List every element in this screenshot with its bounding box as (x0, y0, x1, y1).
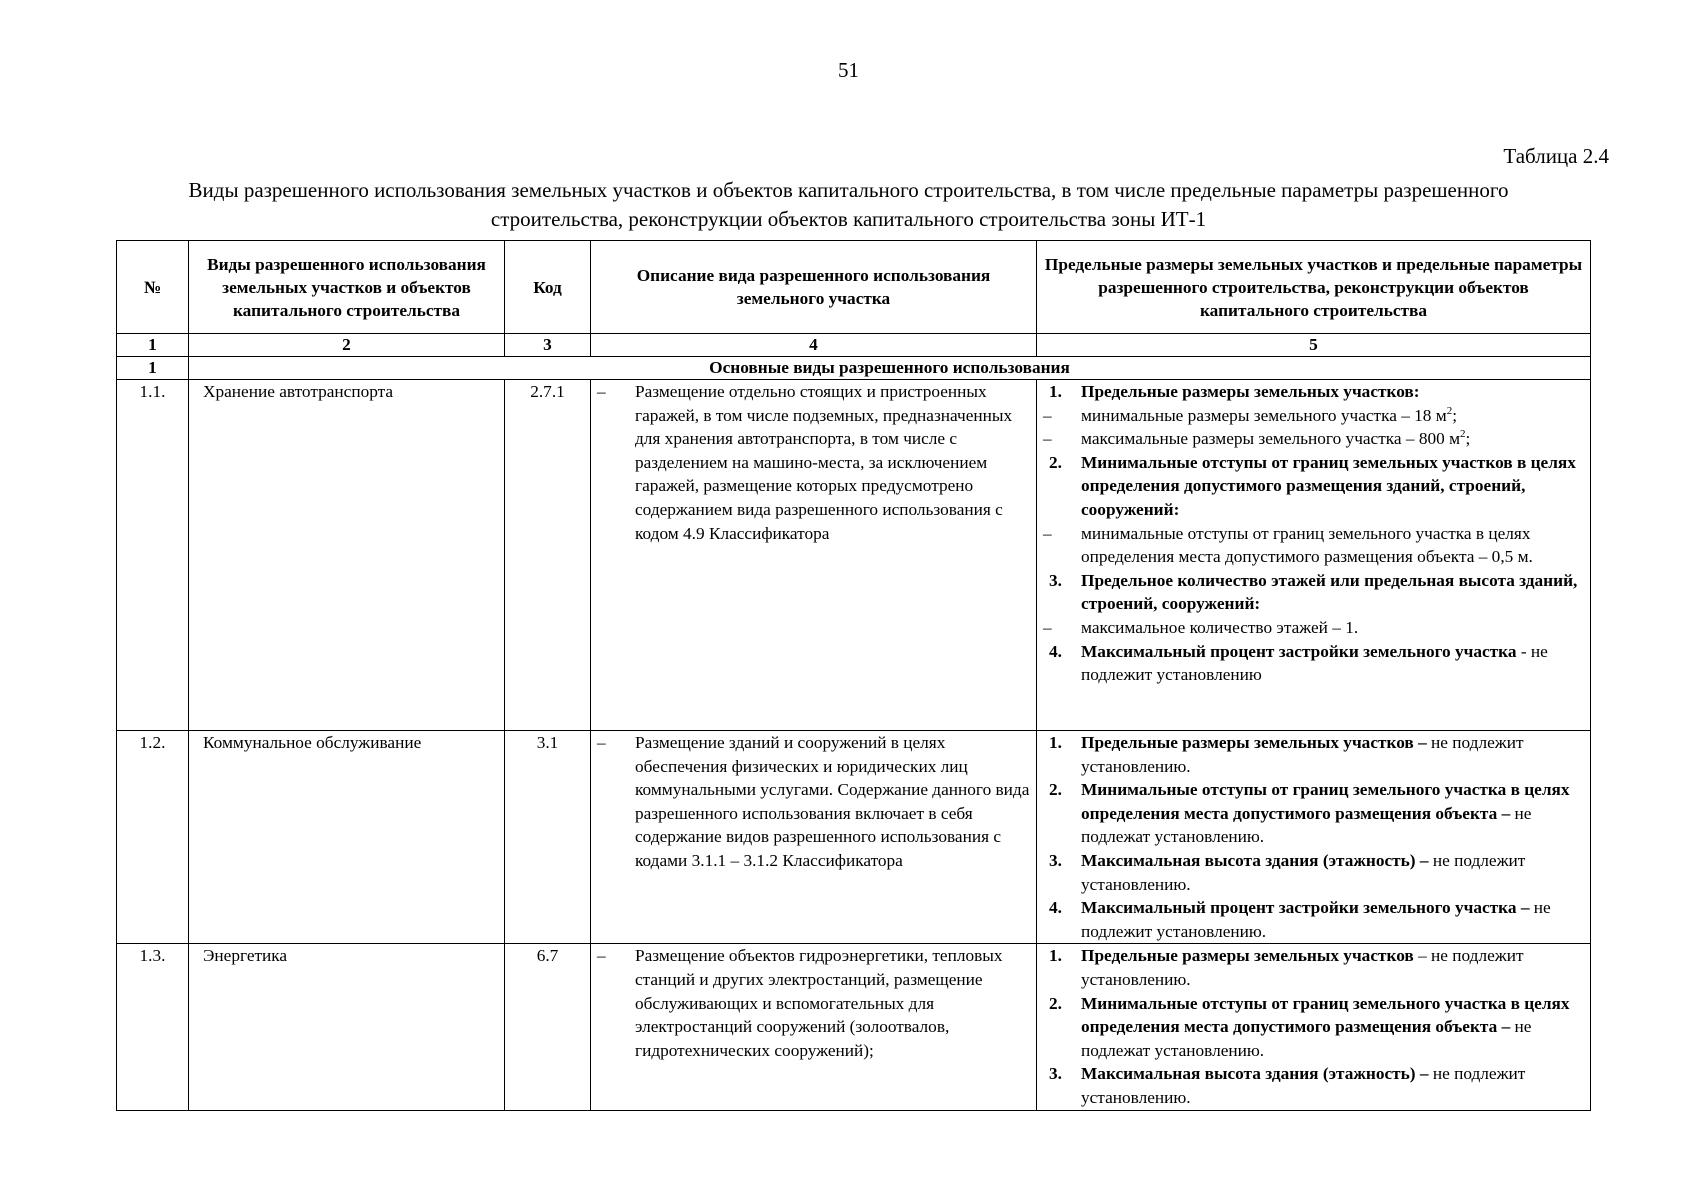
param-item-end: ; (1452, 405, 1458, 425)
page-number: 51 (838, 58, 859, 82)
param-value: не подлежит установлению. (1081, 733, 1524, 776)
superscript: 2 (1460, 428, 1466, 441)
header-usage-type: Виды разрешенного использования земельных участков и объектов капитального строительства (189, 241, 505, 334)
column-number: 3 (505, 334, 591, 357)
param-number: 1. (1049, 382, 1062, 401)
param-value: не подлежит установлению. (1081, 1064, 1526, 1107)
param-number: 4. (1049, 898, 1062, 918)
header-number: № (117, 241, 189, 334)
param-item: максимальное количество этажей – 1. (1081, 617, 1359, 637)
param-heading: Максимальная высота здания (этажность) – (1081, 1064, 1429, 1084)
zoning-table (116, 240, 1591, 1111)
dash-marker: – (597, 946, 606, 966)
param-number: 1. (1049, 946, 1062, 966)
row-code: 2.7.1 (505, 380, 591, 731)
param-value: не подлежат установлению. (1081, 803, 1532, 847)
param-heading: Предельные размеры земельных участков (1081, 946, 1414, 966)
row-usage-name: Энергетика (189, 944, 505, 1110)
row-number: 1.2. (117, 731, 189, 944)
row-usage-name: Хранение автотранспорта (189, 380, 505, 731)
section-number: 1 (117, 357, 189, 380)
dash-marker: – (1043, 617, 1052, 637)
param-number: 3. (1049, 850, 1062, 870)
param-number: 4. (1049, 641, 1062, 661)
dash-marker: – (597, 733, 606, 752)
dash-marker: – (597, 382, 606, 401)
header-code: Код (505, 241, 591, 334)
param-heading: Максимальная высота здания (этажность) – (1081, 850, 1429, 870)
header-description: Описание вида разрешенного использования земельного участка (591, 241, 1037, 334)
param-heading: Минимальные отступы от границ земельных участков в целях определения допустимого размещения зданий, строений, сооружений: (1081, 452, 1576, 519)
row-description (591, 731, 1037, 944)
param-heading: Максимальный процент застройки земельного участка (1081, 641, 1517, 661)
param-number: 1. (1049, 733, 1062, 752)
dash-marker: – (1043, 405, 1052, 425)
row-parameters (1037, 944, 1591, 1110)
table-label: Таблица 2.4 (1503, 144, 1609, 168)
param-item-end: ; (1465, 429, 1471, 449)
param-value: не подлежит установлению. (1081, 898, 1551, 941)
superscript: 2 (1446, 404, 1453, 417)
column-number: 2 (189, 334, 505, 357)
param-heading: Максимальный процент застройки земельного участка – (1081, 898, 1530, 918)
section-title: Основные виды разрешенного использования (189, 357, 1591, 380)
description-text: Размещение отдельно стоящих и пристроенных гаражей, в том числе подземных, предназначенных для хранения автотранспорта, в том числе с разделением на машино-места, за исключением гаражей, размещение которых предусмотрено содержанием вида разрешенного использования с кодом 4.9 Классификатора (635, 382, 1013, 543)
row-usage-name: Коммунальное обслуживание (189, 731, 505, 944)
header-parameters: Предельные размеры земельных участков и предельные параметры разрешенного строительства, реконструкции объектов капитального строительства (1037, 241, 1591, 334)
param-value: - не подлежит установлению (1081, 641, 1548, 685)
description-text: Размещение зданий и сооружений в целях обеспечения физических и юридических лиц коммунальными услугами. Содержание данного вида разрешенного использования включает в себя содержание видов разрешенного использования с кодами 3.1.1 – 3.1.2 Классификатора (635, 733, 1030, 870)
param-item: минимальные размеры земельного участка – 18 м (1081, 405, 1447, 425)
dash-marker: – (1043, 429, 1052, 449)
row-code: 6.7 (505, 944, 591, 1110)
param-value: – не подлежит установлению. (1081, 946, 1524, 989)
param-number: 2. (1049, 780, 1062, 800)
row-description (591, 380, 1037, 731)
description-text: Размещение объектов гидроэнергетики, тепловых станций и других электростанций, размещение обслуживающих и вспомогательных для электростанций сооружений (золоотвалов, гидротехнических сооружений); (635, 946, 1003, 1060)
row-number: 1.1. (117, 380, 189, 731)
column-number-row (117, 334, 1591, 357)
column-number: 5 (1037, 334, 1591, 357)
table-row (117, 944, 1591, 1110)
param-heading: Предельное количество этажей или предельная высота зданий, строений, сооружений: (1081, 570, 1578, 614)
param-heading: Минимальные отступы от границ земельного участка в целях определения места допустимого размещения объекта – (1081, 993, 1570, 1037)
param-item: максимальные размеры земельного участка – 800 м (1081, 429, 1461, 449)
param-value: не подлежит установлению. (1081, 850, 1526, 894)
param-number: 2. (1049, 452, 1062, 472)
param-number: 2. (1049, 993, 1062, 1013)
param-number: 3. (1049, 1064, 1062, 1084)
column-number: 4 (591, 334, 1037, 357)
dash-marker: – (1043, 523, 1052, 543)
row-description (591, 944, 1037, 1110)
row-parameters (1037, 731, 1591, 944)
table-row (117, 380, 1591, 731)
param-item: минимальные отступы от границ земельного участка в целях определения места допустимого размещения объекта – 0,5 м. (1081, 523, 1533, 567)
row-parameters (1037, 380, 1591, 731)
param-heading: Предельные размеры земельных участков – (1081, 733, 1427, 752)
param-heading: Минимальные отступы от границ земельного участка в целях определения места допустимого размещения объекта – (1081, 780, 1570, 823)
row-number: 1.3. (117, 944, 189, 1110)
param-heading: Предельные размеры земельных участков: (1081, 382, 1420, 401)
row-code: 3.1 (505, 731, 591, 944)
document-title: Виды разрешенного использования земельных участков и объектов капитального строительства, в том числе предельные параметры разрешенного строительства, реконструкции объектов капитального строительства зоны ИТ-1 (188, 178, 1509, 231)
table-header-row (117, 241, 1591, 334)
param-number: 3. (1049, 570, 1062, 590)
column-number: 1 (117, 334, 189, 357)
table-row (117, 731, 1591, 944)
section-row (117, 357, 1591, 380)
param-value: не подлежат установлению. (1081, 1017, 1532, 1060)
